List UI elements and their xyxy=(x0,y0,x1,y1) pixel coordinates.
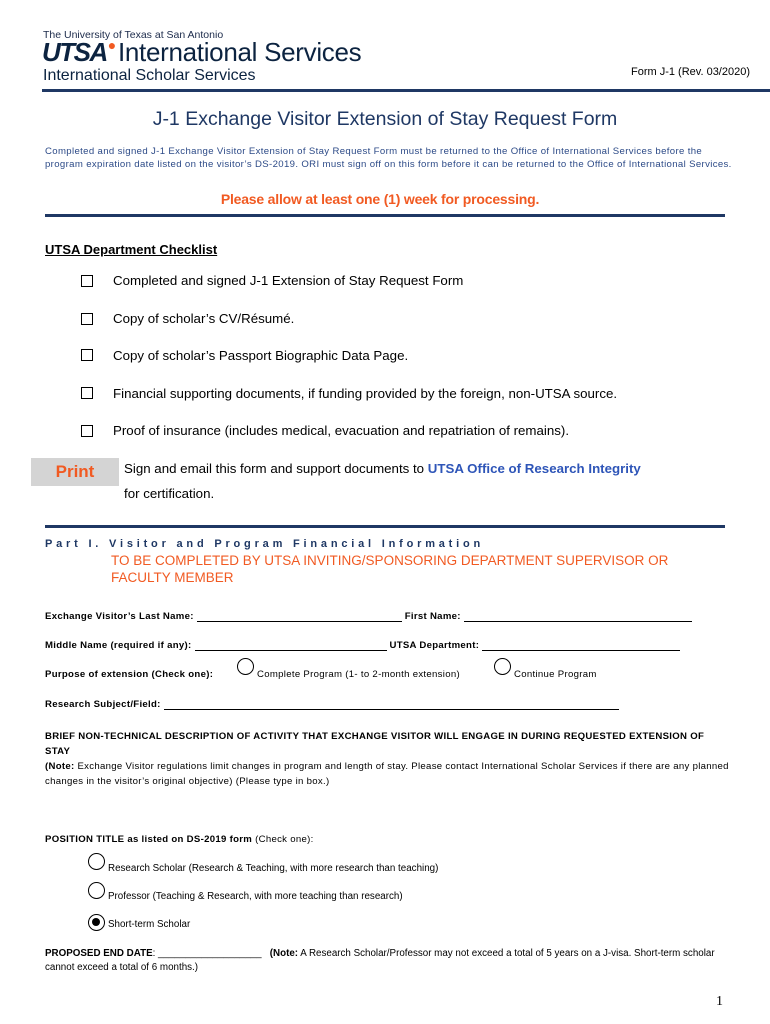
checkbox-financial[interactable] xyxy=(81,387,93,399)
position-option: Professor (Teaching & Research, with more teaching than research) xyxy=(108,891,403,902)
checklist-item: Proof of insurance (includes medical, evacuation and repatriation of remains). xyxy=(113,423,570,438)
header-divider xyxy=(42,89,770,92)
end-date-note-label: (Note: xyxy=(269,948,299,959)
purpose-continue-radio[interactable] xyxy=(494,658,511,675)
page-number: 1 xyxy=(716,994,723,1009)
research-row xyxy=(45,699,619,710)
purpose-continue-label: Continue Program xyxy=(514,669,597,680)
middle-name-label: Middle Name (required if any): xyxy=(45,640,192,651)
purpose-label: Purpose of extension (Check one): xyxy=(45,669,214,680)
end-date-field[interactable]: : ___________________ xyxy=(152,948,262,959)
logo-utsa-text: UTSA xyxy=(42,37,107,67)
purpose-complete-label: Complete Program (1- to 2-month extension) xyxy=(257,669,460,680)
checkbox-cv[interactable] xyxy=(81,313,93,325)
department-label: UTSA Department: xyxy=(389,640,480,651)
checkbox-insurance[interactable] xyxy=(81,425,93,437)
checklist-item: Completed and signed J-1 Extension of Stay Request Form xyxy=(113,273,464,288)
last-name-field[interactable] xyxy=(197,611,402,622)
brief-note xyxy=(45,759,730,789)
part1-heading: Part I. Visitor and Program Financial Information xyxy=(45,538,485,550)
brief-description-section xyxy=(45,729,730,789)
header-subtitle: International Scholar Services xyxy=(43,67,256,84)
utsa-logo xyxy=(42,37,361,68)
last-name-label: Exchange Visitor’s Last Name: xyxy=(45,611,194,622)
checklist-item: Copy of scholar’s Passport Biographic Data Page. xyxy=(113,348,409,363)
position-title-label: POSITION TITLE as listed on DS-2019 form (Check one): xyxy=(45,834,314,845)
position-option: Research Scholar (Research & Teaching, with more research than teaching) xyxy=(108,863,439,874)
research-label: Research Subject/Field: xyxy=(45,699,161,710)
proposed-end-date xyxy=(45,947,735,975)
print-button[interactable]: Print xyxy=(31,458,119,486)
processing-notice: Please allow at least one (1) week for processing. xyxy=(220,191,540,207)
checklist-item: Copy of scholar’s CV/Résumé. xyxy=(113,311,295,326)
sign-text: Sign and email this form and support documents to xyxy=(124,461,428,476)
last-name-row xyxy=(45,611,692,622)
checkbox-completed-form[interactable] xyxy=(81,275,93,287)
part1-divider xyxy=(45,525,725,528)
ori-link[interactable]: UTSA Office of Research Integrity xyxy=(427,461,641,476)
logo-services-text: International Services xyxy=(117,37,362,67)
sign-instructions xyxy=(124,461,641,476)
logo-star-icon: ● xyxy=(107,37,116,53)
first-name-label: First Name: xyxy=(404,611,461,622)
sign-instructions-cont: for certification. xyxy=(124,486,215,501)
checklist-title: UTSA Department Checklist xyxy=(45,242,218,257)
part1-subheading: TO BE COMPLETED BY UTSA INVITING/SPONSORING DEPARTMENT SUPERVISOR OR FACULTY MEMBER xyxy=(111,553,669,585)
position-research-radio[interactable] xyxy=(88,853,105,870)
brief-heading: BRIEF NON-TECHNICAL DESCRIPTION OF ACTIVITY THAT EXCHANGE VISITOR WILL ENGAGE IN DURING REQUESTED EXTENSION OF STAY xyxy=(45,731,705,757)
end-date-note: A Research Scholar/Professor may not exceed a total of 5 years on a J-visa. Short-term scholar cannot exceed a total of 6 months.) xyxy=(45,948,715,973)
department-field[interactable] xyxy=(482,640,680,651)
form-revision: Form J-1 (Rev. 03/2020) xyxy=(631,66,751,78)
intro-paragraph: Completed and signed J-1 Exchange Visitor Extension of Stay Request Form must be returned to the Office of International Services before the program expiration date listed on the visitor’s DS-2019. ORI must sign off on this form before it can be returned to the Office of International Services. xyxy=(45,146,732,170)
brief-note-label: (Note: xyxy=(45,761,75,772)
position-shortterm-radio[interactable] xyxy=(88,914,105,931)
position-option: Short-term Scholar xyxy=(108,919,191,930)
first-name-field[interactable] xyxy=(464,611,692,622)
brief-description-input[interactable] xyxy=(45,790,725,826)
university-name: The University of Texas at San Antonio xyxy=(43,29,224,41)
purpose-complete-radio[interactable] xyxy=(237,658,254,675)
position-professor-radio[interactable] xyxy=(88,882,105,899)
section-divider xyxy=(45,214,725,217)
checklist-item: Financial supporting documents, if funding provided by the foreign, non-UTSA source. xyxy=(113,386,618,401)
page-title: J-1 Exchange Visitor Extension of Stay Request Form xyxy=(152,108,618,130)
checkbox-passport[interactable] xyxy=(81,349,93,361)
middle-name-row xyxy=(45,640,680,651)
end-date-label: PROPOSED END DATE xyxy=(45,948,153,959)
research-field[interactable] xyxy=(164,699,619,710)
brief-note-text: Exchange Visitor regulations limit changes in program and length of stay. Please contact International Scholar Services if there are any planned changes in the visitor’s original objective) (Please type in box.) xyxy=(45,761,729,787)
middle-name-field[interactable] xyxy=(195,640,387,651)
